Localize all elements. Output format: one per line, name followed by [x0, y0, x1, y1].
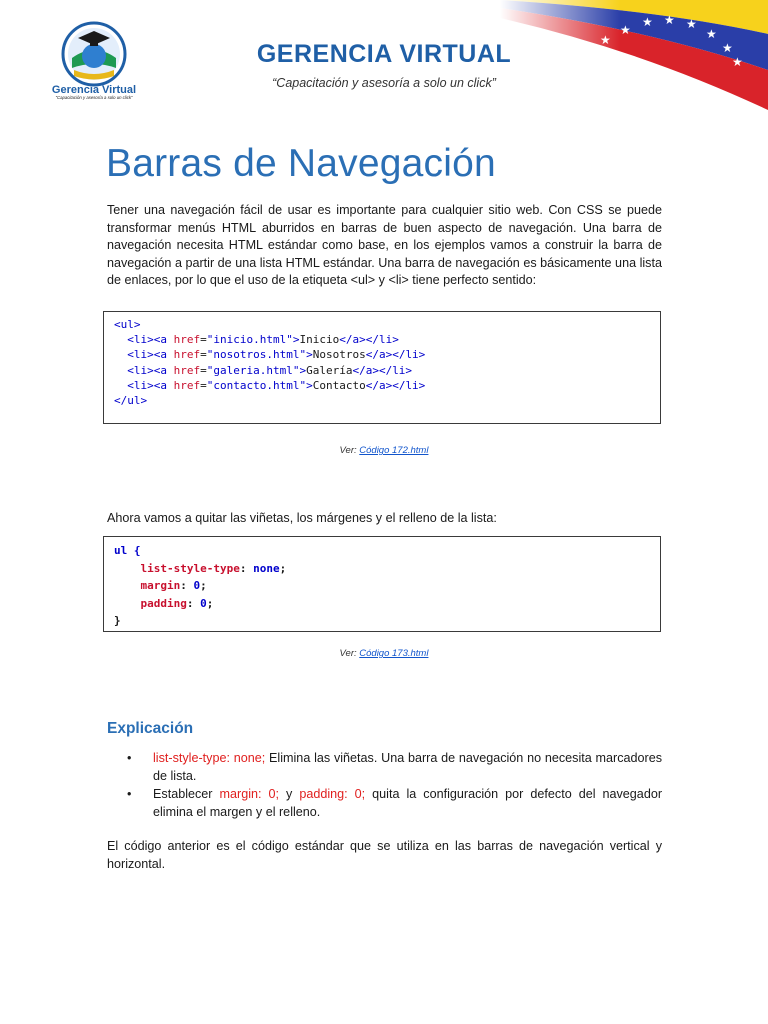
page-title: Barras de Navegación — [106, 142, 496, 185]
css-intro-paragraph: Ahora vamos a quitar las viñetas, los márgenes y el relleno de la lista: — [107, 511, 497, 525]
logo-text: Gerencia Virtual — [51, 84, 137, 96]
closing-paragraph: El código anterior es el código estándar que se utiliza en las barras de navegación vertical y horizontal. — [107, 839, 662, 871]
code-li-line: <li><a href="nosotros.html">Nosotros</a></li> — [127, 348, 426, 362]
brand-tagline: “Capacitación y asesoría a solo un click” — [272, 76, 496, 90]
code-close-brace: } — [114, 614, 121, 627]
brand-title: GERENCIA VIRTUAL — [256, 40, 512, 68]
bullet-item: • Establecer margin: 0; y padding: 0; quita la configuración por defecto del navegador elimina el margen y el relleno. — [127, 787, 663, 819]
code-li-line: <li><a href="inicio.html">Inicio</a></li> — [127, 333, 399, 347]
ver-caption-173: Ver: Código 173.html — [339, 648, 429, 659]
bullet-dot: • — [127, 751, 132, 765]
section-heading-explicacion: Explicación — [107, 720, 194, 737]
code-ul-open: <ul> — [114, 318, 141, 331]
codigo-172-link[interactable]: Código 172.html — [359, 445, 429, 456]
bullet-list — [107, 750, 662, 822]
bullet-item: • list-style-type: none; Elimina las viñetas. Una barra de navegación no necesita marcadores de lista. — [127, 751, 662, 783]
ver-caption-172: Ver: Código 172.html — [339, 445, 429, 456]
code-selector: ul { — [114, 544, 141, 557]
html-code-block — [103, 311, 661, 424]
bullet-dot: • — [127, 787, 132, 802]
codigo-173-link[interactable]: Código 173.html — [359, 648, 429, 659]
logo-tagline: "Capacitación y asesoría a solo un click" — [55, 95, 133, 100]
code-ul-close: </ul> — [114, 394, 148, 408]
code-li-line: <li><a href="galeria.html">Galería</a></li> — [127, 363, 413, 377]
css-code-block: ul { list-style-type: none; margin: 0; padding: 0; } — [103, 536, 661, 632]
code-li-line: <li><a href="contacto.html">Contacto</a></li> — [127, 378, 426, 392]
intro-paragraph: Tener una navegación fácil de usar es importante para cualquier sitio web. Con CSS se puede transformar menús HTML aburridos en barras de buen aspecto de navegación. Una barra de navegación necesita HTML estándar como base, en los ejemplos vamos a construir la barra de navegación a partir de una lista HTML estándar. Una barra de navegación es básicamente una lista de enlaces, por lo que el uso de la etiqueta <ul> y <li> tiene perfecto sentido: — [107, 203, 662, 288]
